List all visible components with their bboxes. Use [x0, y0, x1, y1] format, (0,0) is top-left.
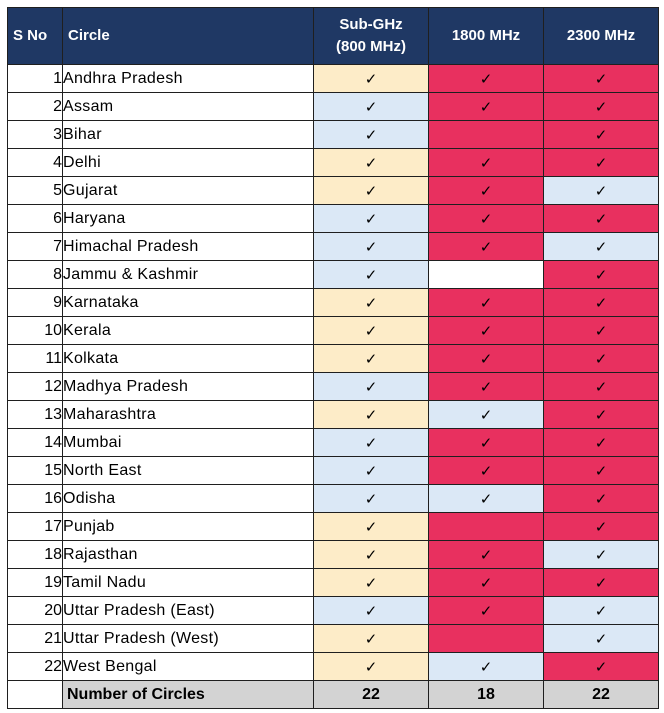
row-sno: 9: [8, 289, 63, 317]
checkmark-icon: ✓: [479, 545, 493, 564]
checkmark-icon: ✓: [479, 377, 493, 396]
checkmark-icon: ✓: [594, 181, 608, 200]
row-circle-name: Assam: [63, 93, 314, 121]
checkmark-icon: ✓: [594, 461, 608, 480]
row-circle-name: Kolkata: [63, 345, 314, 373]
checkmark-icon: ✓: [364, 517, 378, 536]
checkmark-icon: ✓: [364, 181, 378, 200]
2300mhz-cell: [544, 625, 659, 653]
1800mhz-cell: [429, 289, 544, 317]
row-circle-name: North East: [63, 457, 314, 485]
checkmark-icon: ✓: [594, 573, 608, 592]
row-circle-name: Gujarat: [63, 177, 314, 205]
2300mhz-cell: [544, 233, 659, 261]
row-circle-name: Madhya Pradesh: [63, 373, 314, 401]
checkmark-icon: ✓: [364, 265, 378, 284]
row-circle-name: Rajasthan: [63, 541, 314, 569]
checkmark-icon: ✓: [479, 293, 493, 312]
checkmark-icon: ✓: [594, 601, 608, 620]
checkmark-icon: ✓: [364, 69, 378, 88]
checkmark-icon: ✓: [594, 629, 608, 648]
2300mhz-cell: [544, 429, 659, 457]
checkmark-icon: ✓: [479, 321, 493, 340]
row-sno: 1: [8, 65, 63, 93]
table-row: [8, 597, 659, 625]
checkmark-icon: ✓: [364, 321, 378, 340]
checkmark-icon: ✓: [479, 209, 493, 228]
row-sno: 17: [8, 513, 63, 541]
row-sno: 16: [8, 485, 63, 513]
subghz-cell: [314, 261, 429, 289]
table-row: [8, 653, 659, 681]
header-2300mhz: 2300 MHz: [544, 8, 659, 65]
row-sno: 6: [8, 205, 63, 233]
table-row: [8, 513, 659, 541]
header-row: [8, 8, 659, 65]
1800mhz-cell: [429, 233, 544, 261]
table-row: [8, 65, 659, 93]
1800mhz-cell: [429, 597, 544, 625]
row-circle-name: Uttar Pradesh (East): [63, 597, 314, 625]
1800mhz-cell: [429, 65, 544, 93]
subghz-cell: [314, 569, 429, 597]
checkmark-icon: ✓: [364, 433, 378, 452]
table-row: [8, 177, 659, 205]
row-circle-name: Himachal Pradesh: [63, 233, 314, 261]
row-sno: 7: [8, 233, 63, 261]
row-sno: 14: [8, 429, 63, 457]
subghz-cell: [314, 457, 429, 485]
table-body: [8, 65, 659, 681]
row-circle-name: Odisha: [63, 485, 314, 513]
checkmark-icon: ✓: [364, 153, 378, 172]
checkmark-icon: ✓: [594, 97, 608, 116]
1800mhz-cell: [429, 121, 544, 149]
subghz-cell: [314, 289, 429, 317]
checkmark-icon: ✓: [594, 237, 608, 256]
2300mhz-cell: [544, 177, 659, 205]
checkmark-icon: ✓: [594, 321, 608, 340]
table-row: [8, 205, 659, 233]
checkmark-icon: ✓: [364, 657, 378, 676]
table-row: [8, 345, 659, 373]
1800mhz-cell: [429, 429, 544, 457]
table-row: [8, 261, 659, 289]
row-circle-name: Punjab: [63, 513, 314, 541]
row-sno: 11: [8, 345, 63, 373]
2300mhz-cell: [544, 65, 659, 93]
subghz-cell: [314, 541, 429, 569]
header-subghz-line2: (800 MHz): [335, 38, 406, 55]
checkmark-icon: ✓: [479, 153, 493, 172]
2300mhz-cell: [544, 569, 659, 597]
table-row: [8, 429, 659, 457]
row-circle-name: Mumbai: [63, 429, 314, 457]
2300mhz-cell: [544, 457, 659, 485]
table-row: [8, 457, 659, 485]
2300mhz-cell: [544, 93, 659, 121]
row-sno: 10: [8, 317, 63, 345]
header-1800mhz: 1800 MHz: [429, 8, 544, 65]
checkmark-icon: ✓: [479, 237, 493, 256]
header-sno: S No: [8, 8, 63, 65]
checkmark-icon: ✓: [594, 405, 608, 424]
checkmark-icon: ✓: [364, 461, 378, 480]
1800mhz-cell: [429, 205, 544, 233]
checkmark-icon: ✓: [479, 433, 493, 452]
checkmark-icon: ✓: [594, 293, 608, 312]
1800mhz-cell: [429, 541, 544, 569]
checkmark-icon: ✓: [479, 657, 493, 676]
checkmark-icon: ✓: [364, 293, 378, 312]
2300mhz-cell: [544, 289, 659, 317]
checkmark-icon: ✓: [364, 405, 378, 424]
row-sno: 12: [8, 373, 63, 401]
subghz-cell: [314, 429, 429, 457]
header-circle: Circle: [63, 8, 314, 65]
checkmark-icon: ✓: [479, 489, 493, 508]
row-sno: 3: [8, 121, 63, 149]
checkmark-icon: ✓: [594, 69, 608, 88]
subghz-cell: [314, 625, 429, 653]
1800mhz-cell: [429, 485, 544, 513]
table-row: [8, 317, 659, 345]
row-sno: 19: [8, 569, 63, 597]
spectrum-circle-table: [7, 7, 659, 709]
table-row: [8, 233, 659, 261]
1800mhz-cell: [429, 625, 544, 653]
2300mhz-cell: [544, 541, 659, 569]
checkmark-icon: ✓: [479, 349, 493, 368]
row-circle-name: Kerala: [63, 317, 314, 345]
row-sno: 5: [8, 177, 63, 205]
2300mhz-cell: [544, 597, 659, 625]
checkmark-icon: ✓: [364, 545, 378, 564]
subghz-cell: [314, 233, 429, 261]
table-row: [8, 289, 659, 317]
checkmark-icon: ✓: [364, 601, 378, 620]
table-row: [8, 541, 659, 569]
2300mhz-cell: [544, 261, 659, 289]
2300mhz-cell: [544, 205, 659, 233]
row-circle-name: Bihar: [63, 121, 314, 149]
subghz-cell: [314, 513, 429, 541]
header-subghz-line1: Sub-GHz: [339, 16, 403, 33]
checkmark-icon: ✓: [364, 237, 378, 256]
row-sno: 13: [8, 401, 63, 429]
1800mhz-cell: [429, 93, 544, 121]
table-row: [8, 373, 659, 401]
subghz-cell: [314, 317, 429, 345]
row-sno: 21: [8, 625, 63, 653]
checkmark-icon: ✓: [479, 573, 493, 592]
checkmark-icon: ✓: [594, 209, 608, 228]
header-subghz: [314, 8, 429, 65]
row-circle-name: Jammu & Kashmir: [63, 261, 314, 289]
row-circle-name: Delhi: [63, 149, 314, 177]
2300mhz-cell: [544, 317, 659, 345]
row-circle-name: West Bengal: [63, 653, 314, 681]
subghz-cell: [314, 121, 429, 149]
checkmark-icon: ✓: [364, 629, 378, 648]
subghz-cell: [314, 373, 429, 401]
row-sno: 4: [8, 149, 63, 177]
2300mhz-cell: [544, 373, 659, 401]
total-1800mhz: 18: [429, 681, 544, 709]
checkmark-icon: ✓: [479, 405, 493, 424]
2300mhz-cell: [544, 401, 659, 429]
2300mhz-cell: [544, 513, 659, 541]
row-sno: 15: [8, 457, 63, 485]
1800mhz-cell: [429, 373, 544, 401]
1800mhz-cell: [429, 457, 544, 485]
checkmark-icon: ✓: [594, 349, 608, 368]
checkmark-icon: ✓: [479, 601, 493, 620]
checkmark-icon: ✓: [364, 209, 378, 228]
subghz-cell: [314, 485, 429, 513]
checkmark-icon: ✓: [594, 517, 608, 536]
checkmark-icon: ✓: [479, 461, 493, 480]
checkmark-icon: ✓: [594, 153, 608, 172]
total-2300mhz: 22: [544, 681, 659, 709]
checkmark-icon: ✓: [594, 489, 608, 508]
row-circle-name: Karnataka: [63, 289, 314, 317]
row-circle-name: Tamil Nadu: [63, 569, 314, 597]
row-sno: 20: [8, 597, 63, 625]
table-row: [8, 625, 659, 653]
2300mhz-cell: [544, 149, 659, 177]
total-sno-cell: [8, 681, 63, 709]
subghz-cell: [314, 177, 429, 205]
1800mhz-cell: [429, 149, 544, 177]
table-row: [8, 121, 659, 149]
checkmark-icon: ✓: [364, 489, 378, 508]
checkmark-icon: ✓: [594, 433, 608, 452]
2300mhz-cell: [544, 485, 659, 513]
subghz-cell: [314, 149, 429, 177]
row-sno: 8: [8, 261, 63, 289]
checkmark-icon: ✓: [594, 545, 608, 564]
row-circle-name: Uttar Pradesh (West): [63, 625, 314, 653]
1800mhz-cell: [429, 345, 544, 373]
table-row: [8, 149, 659, 177]
checkmark-icon: ✓: [594, 125, 608, 144]
1800mhz-cell: [429, 653, 544, 681]
1800mhz-cell: [429, 177, 544, 205]
row-circle-name: Haryana: [63, 205, 314, 233]
checkmark-icon: ✓: [594, 377, 608, 396]
table-row: [8, 569, 659, 597]
checkmark-icon: ✓: [364, 377, 378, 396]
subghz-cell: [314, 401, 429, 429]
checkmark-icon: ✓: [364, 125, 378, 144]
checkmark-icon: ✓: [479, 69, 493, 88]
checkmark-icon: ✓: [364, 573, 378, 592]
2300mhz-cell: [544, 653, 659, 681]
subghz-cell: [314, 345, 429, 373]
table-row: [8, 93, 659, 121]
subghz-cell: [314, 65, 429, 93]
total-label: Number of Circles: [63, 681, 314, 709]
subghz-cell: [314, 93, 429, 121]
checkmark-icon: ✓: [479, 181, 493, 200]
checkmark-icon: ✓: [364, 349, 378, 368]
2300mhz-cell: [544, 121, 659, 149]
checkmark-icon: ✓: [594, 657, 608, 676]
checkmark-icon: ✓: [364, 97, 378, 116]
checkmark-icon: ✓: [594, 265, 608, 284]
subghz-cell: [314, 205, 429, 233]
1800mhz-cell: [429, 569, 544, 597]
row-sno: 18: [8, 541, 63, 569]
1800mhz-cell: [429, 261, 544, 289]
checkmark-icon: ✓: [479, 97, 493, 116]
total-subghz: 22: [314, 681, 429, 709]
2300mhz-cell: [544, 345, 659, 373]
row-circle-name: Maharashtra: [63, 401, 314, 429]
1800mhz-cell: [429, 401, 544, 429]
subghz-cell: [314, 653, 429, 681]
total-row: [8, 681, 659, 709]
row-circle-name: Andhra Pradesh: [63, 65, 314, 93]
row-sno: 2: [8, 93, 63, 121]
table-row: [8, 485, 659, 513]
row-sno: 22: [8, 653, 63, 681]
subghz-cell: [314, 597, 429, 625]
1800mhz-cell: [429, 317, 544, 345]
1800mhz-cell: [429, 513, 544, 541]
table-row: [8, 401, 659, 429]
